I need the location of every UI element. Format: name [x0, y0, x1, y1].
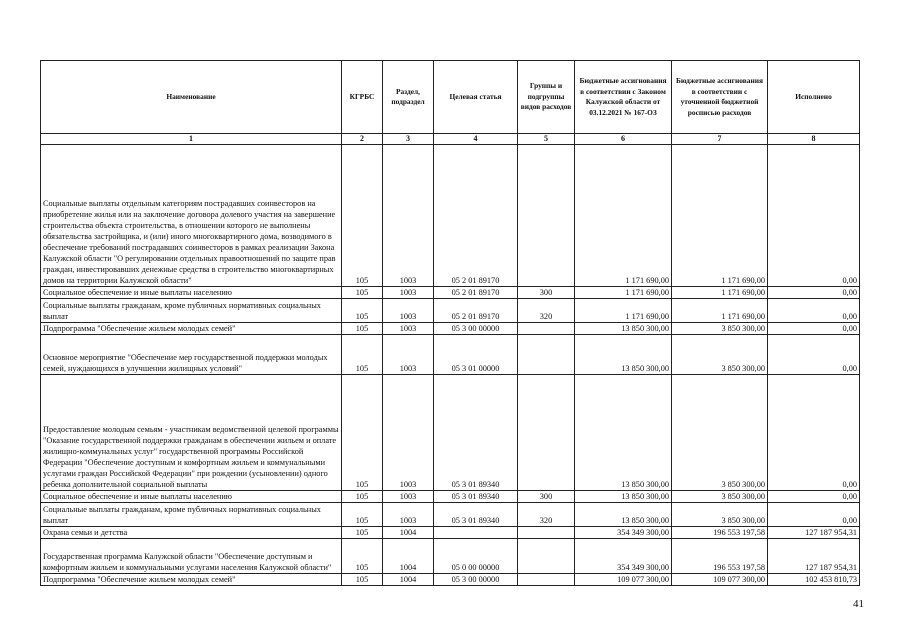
row-refined: 3 850 300,00 — [672, 335, 768, 375]
row-refined: 3 850 300,00 — [672, 491, 768, 503]
row-law: 1 171 690,00 — [575, 299, 672, 323]
row-kgrbs: 105 — [342, 323, 383, 335]
row-section: 1004 — [383, 527, 434, 539]
page-number: 41 — [853, 598, 864, 610]
row-kgrbs: 105 — [342, 491, 383, 503]
row-target: 05 3 01 89340 — [434, 491, 518, 503]
row-target: 05 3 00 00000 — [434, 574, 518, 586]
row-law: 354 349 300,00 — [575, 527, 672, 539]
row-section: 1003 — [383, 375, 434, 491]
row-law: 13 850 300,00 — [575, 491, 672, 503]
column-number: 7 — [672, 134, 768, 145]
row-group: 300 — [518, 287, 575, 299]
row-refined: 3 850 300,00 — [672, 323, 768, 335]
row-target: 05 2 01 89170 — [434, 299, 518, 323]
table-row — [41, 503, 860, 527]
row-refined: 3 850 300,00 — [672, 375, 768, 491]
table-row — [41, 491, 860, 503]
row-kgrbs: 105 — [342, 145, 383, 287]
row-section: 1004 — [383, 539, 434, 574]
column-number: 3 — [383, 134, 434, 145]
row-section: 1003 — [383, 145, 434, 287]
row-name: Социальные выплаты гражданам, кроме публичных нормативных социальных выплат — [41, 503, 342, 527]
header-section: Раздел, подраздел — [383, 61, 434, 134]
budget-table — [40, 60, 860, 586]
row-executed: 0,00 — [768, 375, 860, 491]
row-law: 1 171 690,00 — [575, 287, 672, 299]
row-name: Предоставление молодым семьям - участникам ведомственной целевой программы "Оказание государственной поддержки гражданам в обеспечении жильем и оплате жилищно-коммунальных услуг" государственной программы Российской Федерации "Обеспечение доступным и комфортным жильем и коммунальными услугами граждан Российской Федерации" при рождении (усыновлении) одного ребенка дополнительной социальной выплаты — [41, 375, 342, 491]
row-group — [518, 145, 575, 287]
row-kgrbs: 105 — [342, 375, 383, 491]
table-row — [41, 323, 860, 335]
row-group: 320 — [518, 299, 575, 323]
row-refined: 196 553 197,58 — [672, 527, 768, 539]
row-section: 1003 — [383, 287, 434, 299]
row-law: 13 850 300,00 — [575, 375, 672, 491]
row-target: 05 3 00 00000 — [434, 323, 518, 335]
row-group: 320 — [518, 503, 575, 527]
row-target: 05 2 01 89170 — [434, 287, 518, 299]
row-target: 05 2 01 89170 — [434, 145, 518, 287]
row-kgrbs: 105 — [342, 574, 383, 586]
row-executed: 0,00 — [768, 323, 860, 335]
row-executed: 0,00 — [768, 145, 860, 287]
table-row — [41, 574, 860, 586]
row-refined: 1 171 690,00 — [672, 299, 768, 323]
row-name: Социальные выплаты отдельным категориям пострадавших соинвесторов на приобретение жилья или на заключение договора долевого участия на завершение строительства объекта строительства, в отношении которого не выполнены обязательства застройщика, и (или) иного многоквартирного дома, возводимого в обеспечение требований пострадавших соинвесторов в рамках реализации Закона Калужской области "О регулировании отдельных правоотношений по защите прав граждан, инвестировавших денежные средства в строительство многоквартирных домов на территории Калужской области" — [41, 145, 342, 287]
row-law: 13 850 300,00 — [575, 503, 672, 527]
row-group — [518, 323, 575, 335]
row-kgrbs: 105 — [342, 503, 383, 527]
row-target: 05 0 00 00000 — [434, 539, 518, 574]
table-row — [41, 375, 860, 491]
column-number: 5 — [518, 134, 575, 145]
row-name: Подпрограмма "Обеспечение жильем молодых семей" — [41, 574, 342, 586]
table-row — [41, 299, 860, 323]
row-executed: 0,00 — [768, 503, 860, 527]
row-executed: 0,00 — [768, 335, 860, 375]
table-row — [41, 539, 860, 574]
row-section: 1003 — [383, 503, 434, 527]
column-number: 1 — [41, 134, 342, 145]
row-group — [518, 335, 575, 375]
header-law: Бюджетные ассигнования в соответствии с Законом Калужской области от 03.12.2021 № 167-ОЗ — [575, 61, 672, 134]
header-name: Наименование — [41, 61, 342, 134]
row-group — [518, 375, 575, 491]
table-row — [41, 145, 860, 287]
column-number: 4 — [434, 134, 518, 145]
row-law: 354 349 300,00 — [575, 539, 672, 574]
row-refined: 1 171 690,00 — [672, 287, 768, 299]
row-kgrbs: 105 — [342, 539, 383, 574]
row-name: Социальные выплаты гражданам, кроме публичных нормативных социальных выплат — [41, 299, 342, 323]
header-group: Группы и подгруппы видов расходов — [518, 61, 575, 134]
row-executed: 102 453 810,73 — [768, 574, 860, 586]
row-section: 1003 — [383, 335, 434, 375]
row-kgrbs: 105 — [342, 299, 383, 323]
row-group — [518, 574, 575, 586]
header-kgrbs: КГРБС — [342, 61, 383, 134]
row-name: Основное мероприятие "Обеспечение мер государственной поддержки молодых семей, нуждающихся в улучшении жилищных условий" — [41, 335, 342, 375]
row-kgrbs: 105 — [342, 287, 383, 299]
header-target: Целевая статья — [434, 61, 518, 134]
row-target: 05 3 01 00000 — [434, 335, 518, 375]
row-section: 1003 — [383, 323, 434, 335]
header-row — [41, 61, 860, 134]
row-section: 1004 — [383, 574, 434, 586]
row-refined: 109 077 300,00 — [672, 574, 768, 586]
row-name: Государственная программа Калужской области "Обеспечение доступным и комфортным жильем и коммунальными услугами населения Калужской области" — [41, 539, 342, 574]
row-group — [518, 539, 575, 574]
row-refined: 1 171 690,00 — [672, 145, 768, 287]
row-executed: 0,00 — [768, 299, 860, 323]
row-target — [434, 527, 518, 539]
row-name: Социальное обеспечение и иные выплаты населению — [41, 491, 342, 503]
row-name: Подпрограмма "Обеспечение жильем молодых семей" — [41, 323, 342, 335]
table-row — [41, 287, 860, 299]
row-target: 05 3 01 89340 — [434, 503, 518, 527]
row-target: 05 3 01 89340 — [434, 375, 518, 491]
row-kgrbs: 105 — [342, 335, 383, 375]
header-refined: Бюджетные ассигнования в соответствии с уточненной бюджетной росписью расходов — [672, 61, 768, 134]
row-section: 1003 — [383, 491, 434, 503]
row-executed: 0,00 — [768, 491, 860, 503]
row-refined: 3 850 300,00 — [672, 503, 768, 527]
row-section: 1003 — [383, 299, 434, 323]
row-executed: 127 187 954,31 — [768, 527, 860, 539]
column-number: 2 — [342, 134, 383, 145]
row-group: 300 — [518, 491, 575, 503]
row-executed: 0,00 — [768, 287, 860, 299]
row-law: 13 850 300,00 — [575, 323, 672, 335]
table-row — [41, 527, 860, 539]
column-number: 6 — [575, 134, 672, 145]
row-refined: 196 553 197,58 — [672, 539, 768, 574]
table-row — [41, 335, 860, 375]
row-law: 109 077 300,00 — [575, 574, 672, 586]
row-name: Охрана семьи и детства — [41, 527, 342, 539]
row-executed: 127 187 954,31 — [768, 539, 860, 574]
header-executed: Исполнено — [768, 61, 860, 134]
row-group — [518, 527, 575, 539]
row-law: 1 171 690,00 — [575, 145, 672, 287]
column-number-row — [41, 134, 860, 145]
row-law: 13 850 300,00 — [575, 335, 672, 375]
column-number: 8 — [768, 134, 860, 145]
row-name: Социальное обеспечение и иные выплаты населению — [41, 287, 342, 299]
row-kgrbs: 105 — [342, 527, 383, 539]
